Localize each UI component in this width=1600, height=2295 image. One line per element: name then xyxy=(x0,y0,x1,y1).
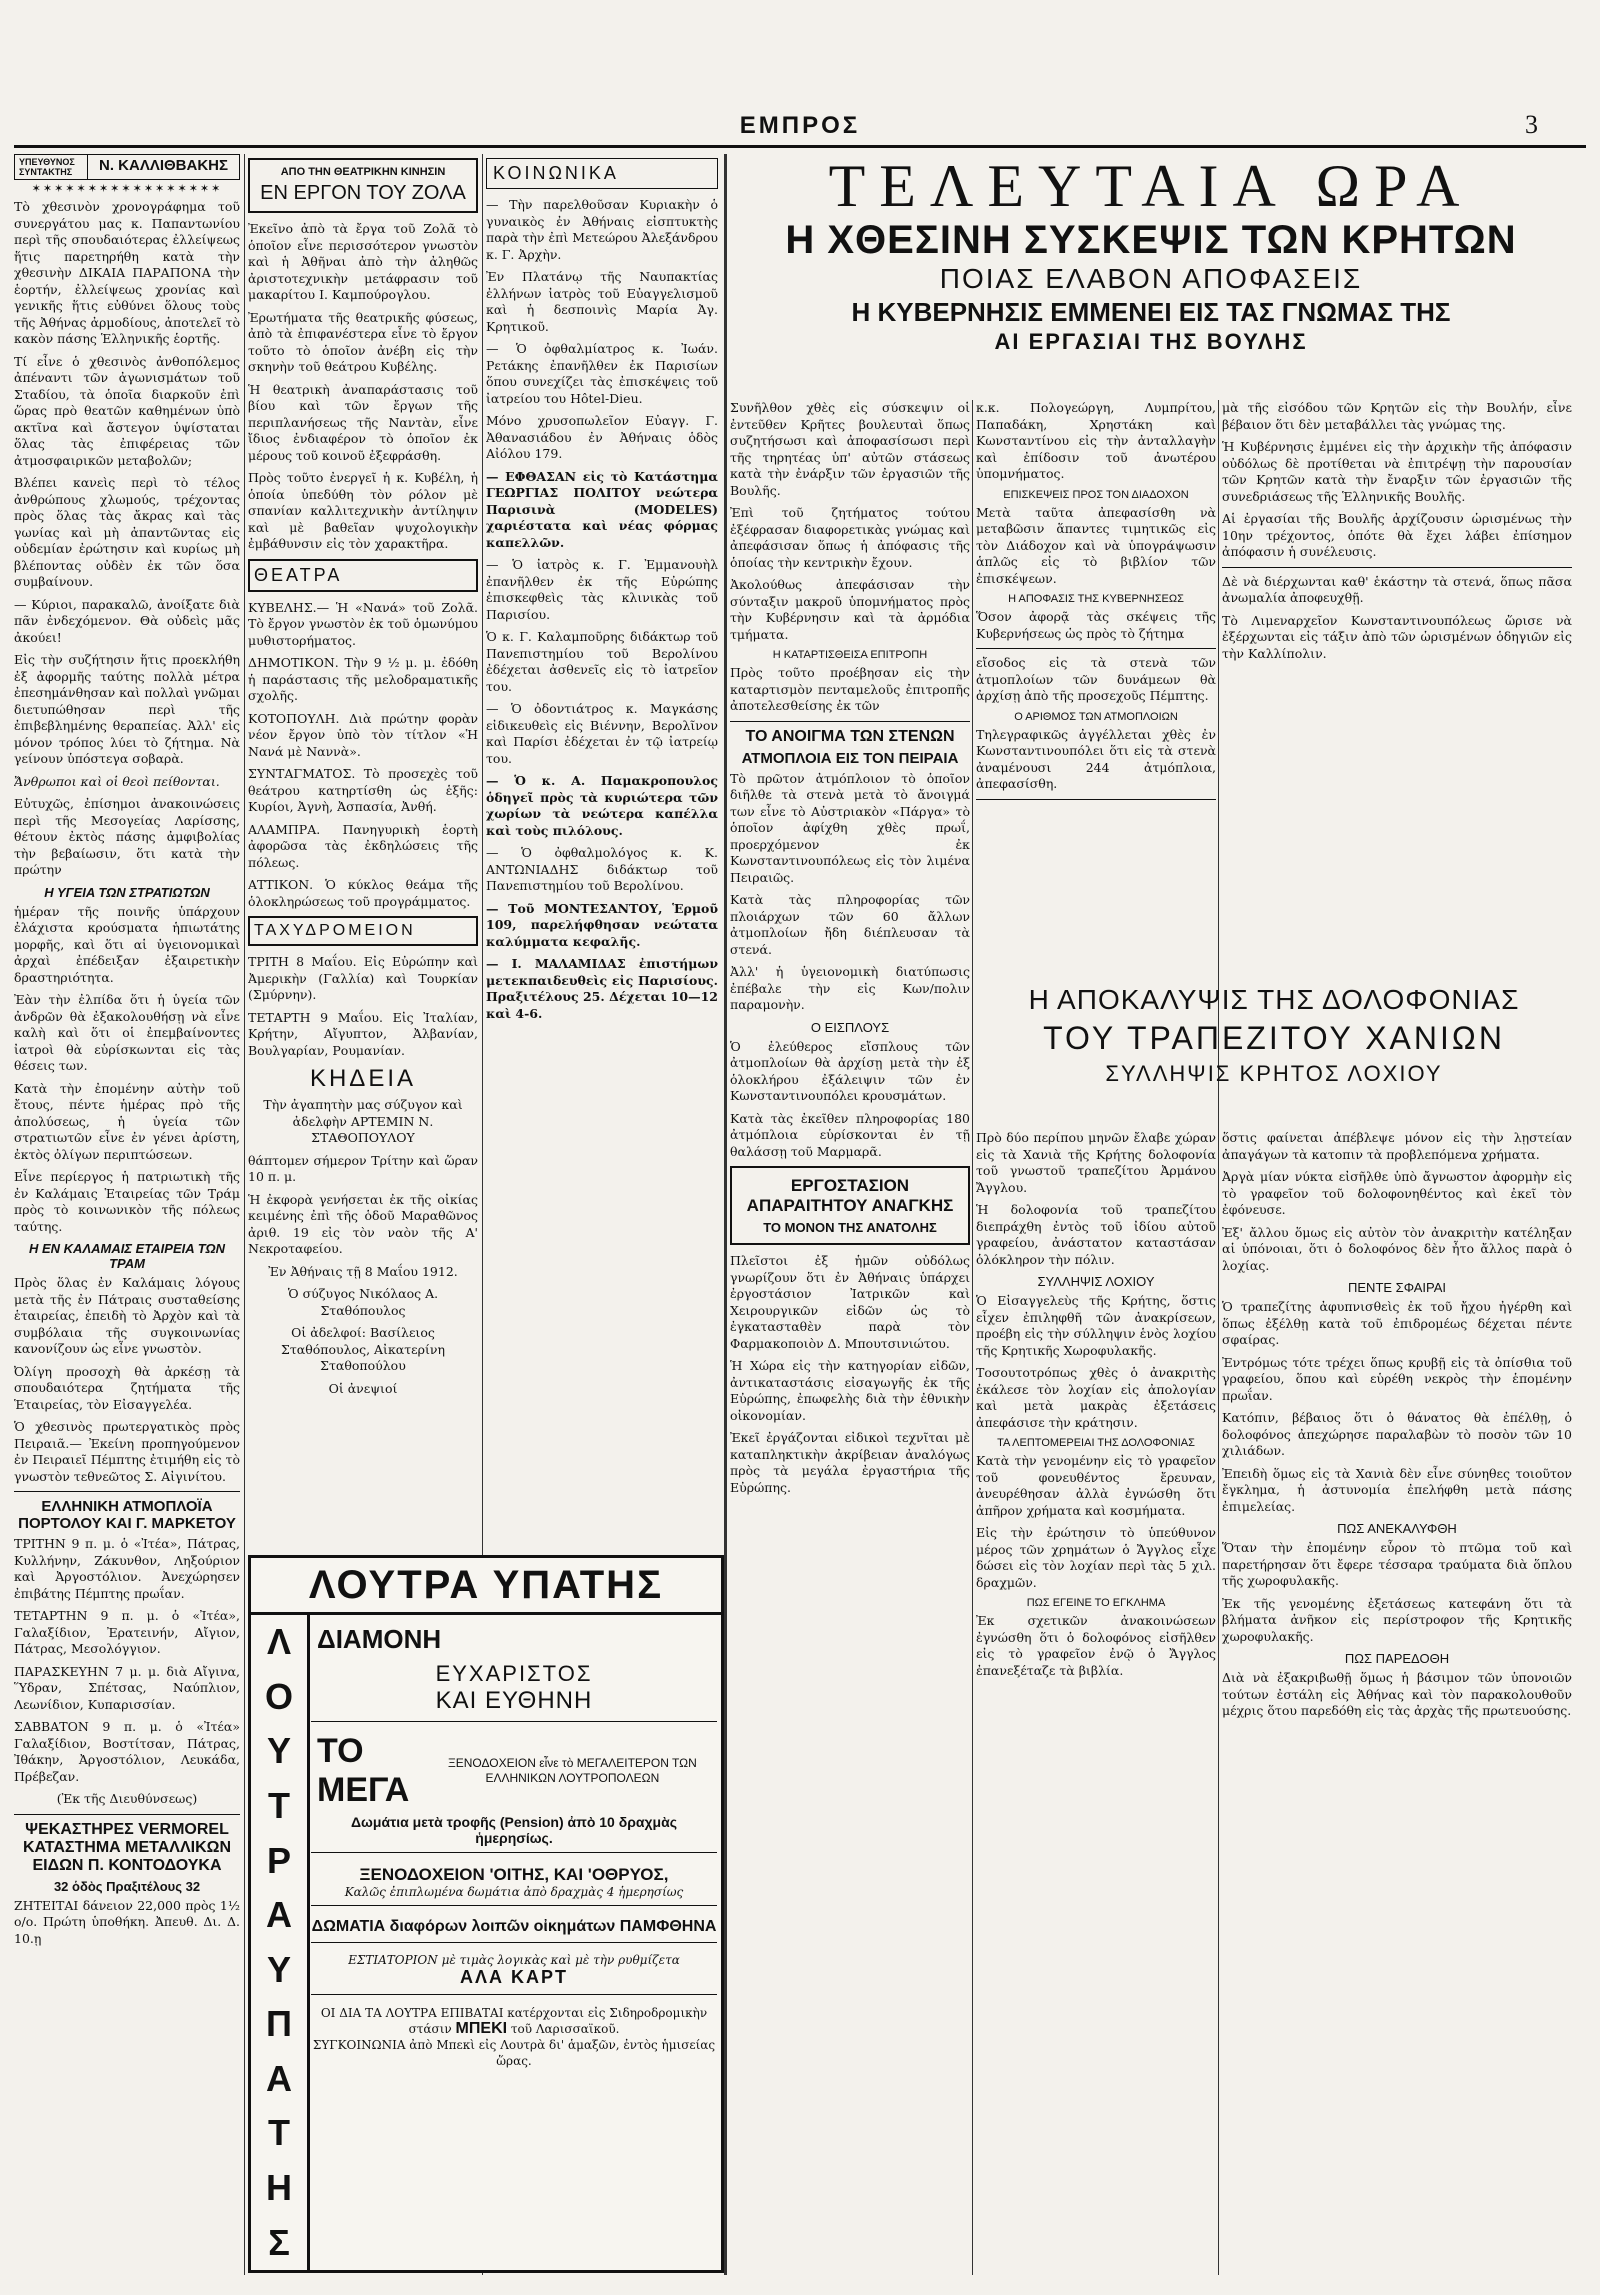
article-paragraph: Ἡ Χώρα εἰς τὴν κατηγορίαν εἰδῶν, ἀντικαταστάσις εἰσαγωγῆς ἐκ τῆς Εὐρώπης, ἐπωφελὴς διὰ τὴν ἐθνικὴν οἰκονομίαν. xyxy=(730,1358,970,1423)
column-2 xyxy=(248,154,478,1549)
ad-vertical-letter: Ρ xyxy=(266,1839,291,1881)
article-paragraph: Ἐπειδὴ ὅμως εἰς τὰ Χανιὰ δὲν εἶνε σύνηθες τοιοῦτον ἔγκλημα, ἡ ἀστυνομία ἐπελήφθη μετὰ πάσης ἐπιμελείας. xyxy=(1222,1465,1572,1514)
ad-line: ΑΛΑ ΚΑΡΤ xyxy=(459,1967,568,1987)
section-heading: ΤΑΧΥΔΡΟΜΕΙΟΝ xyxy=(254,922,416,939)
shipping-head: ΕΛΛΗΝΙΚΗ ΑΤΜΟΠΛΟΪΑ ΠΟΡΤΟΛΟΥ ΚΑΙ Γ. ΜΑΡΚΕΤΟΥ xyxy=(18,1498,236,1532)
article-paragraph: Κατὰ τὰς ἐκεῖθεν πληροφορίας 180 ἀτμόπλοια εὑρίσκονται ἐν τῇ θαλάσσῃ τοῦ Μαρμαρᾶ. xyxy=(730,1110,970,1159)
ad-mega-desc: ΞΕΝΟΔΟΧΕΙΟΝ εἶνε τὸ ΜΕΓΑΛΕΙΤΕΡΟΝ ΤΩΝ ΕΛΛΗΝΙΚΩΝ ΛΟΥΤΡΟΠΟΛΕΩΝ xyxy=(447,1756,697,1785)
article-paragraph: Ἐὰν τὴν ἐλπίδα ὅτι ἡ ὑγεία τῶν ἀνδρῶν θὰ ἐξακολουθήσῃ νὰ εἶνε καλὴ καὶ ὅτι οἱ ἐπεμβαίνοντες ἰατροὶ θὰ εὑρίσκωνται εἰς τὰς θέσεις των. xyxy=(14,992,240,1073)
shipping-item: ΤΕΤΑΡΤΗΝ 9 π. μ. ὁ «Ἰτέα», Γαλαξίδιον, Ἐρατεινήν, Αἴγιον, Πάτρας, Μεσολόγγιον. xyxy=(14,1608,240,1656)
article-paragraph: Τηλεγραφικῶς ἀγγέλλεται χθὲς ἐν Κωνσταντινουπόλει ὅτι εἰς τὰ στενὰ ἀναμένουσι 244 ἀτμόπλοια, ἀπεφασίσθη. xyxy=(976,726,1216,791)
ad-mega-title: ΤΟ ΜΕΓΑ xyxy=(317,1732,410,1809)
editor-byline xyxy=(14,154,240,180)
ad-vertical-letter: Τ xyxy=(268,1785,290,1827)
divider xyxy=(976,648,1216,649)
section-subhead: Η ΚΑΤΑΡΤΙΣΘΕΙΣΑ ΕΠΙΤΡΟΠΗ xyxy=(772,649,928,661)
divider xyxy=(730,721,970,722)
article-paragraph: — Κύριοι, παρακαλῶ, ἀνοίξατε διὰ πᾶν ἐνδεχόμενον. Θὰ οὐδεὶς μᾶς ἀκούει! xyxy=(14,596,240,645)
social-item: Μόνο χρυσοπωλεῖον Εὐαγγ. Γ. Ἀθανασιάδου ἐν Ἀθήναις ὁδὸς Αἰόλου 179. xyxy=(486,413,718,461)
article-paragraph: Ἐκεῖνο ἀπὸ τὰ ἔργα τοῦ Ζολᾶ τὸ ὁποῖον εἶνε περισσότερον γνωστὸν καὶ ἡ Ἀθῆναι ἀπὸ τὴν ἀληθῶς ἀριστοτεχνικὴν μετάφρασιν τοῦ μακαρίτου Ι. Καμπούρογλου. xyxy=(248,221,478,302)
article-paragraph: Ἐπὶ τοῦ ζητήματος τούτου ἐξέφρασαν διαφορετικὰς γνώμας καὶ ἀπεφάσισαν ὅπως ἡ ἀπόφασις τῆς ὁποίας τὴν κεντρικὴν ἔχουν. xyxy=(730,505,970,570)
article-paragraph: Ὁ χθεσινὸς πρωτεργατικὸς πρὸς Πειραιᾶ.— Ἐκείνη προπηγούμενον ἐν Πειραιεῖ Πέμπτης ἐτιμήθη εἰς τὸ γνωστὸν τεθνεῶτος Σ. Αἰγινίτου. xyxy=(14,1419,240,1484)
theatre-listing: ΑΛΑΜΠΡΑ. Πανηγυρικὴ ἑορτὴ ἀφορῶσα τὰς ἐκδηλώσεις τῆς πόλεως. xyxy=(248,821,478,870)
section-subhead: Ο ΑΡΙΘΜΟΣ ΤΩΝ ΑΤΜΟΠΛΟΙΩΝ xyxy=(1014,710,1178,723)
ad-title: ΛΟΥΤΡΑ ΥΠΑΤΗΣ xyxy=(251,1558,721,1615)
article-paragraph: Πρὸς τοῦτο προέβησαν εἰς τὴν καταρτισμὸν πενταμελοῦς ἐπιτροπῆς ἀποτελεσθείσης ἐκ τῶν xyxy=(730,665,970,713)
murder-head-3: ΣΥΛΛΗΨΙΣ ΚΡΗΤΟΣ ΛΟΧΙΟΥ xyxy=(1105,1061,1443,1086)
newspaper-title: ΕΜΠΡΟΣ xyxy=(739,112,861,139)
article-kicker: ΤΟ ΑΝΟΙΓΜΑ ΤΩΝ ΣΤΕΝΩΝ xyxy=(745,727,955,745)
divider xyxy=(14,1814,240,1815)
article-paragraph: Ἄνθρωποι καὶ οἱ θεοὶ πείθονται. xyxy=(14,773,220,789)
article-paragraph: Μετὰ ταῦτα ἀπεφασίσθη νὰ μεταβῶσιν ἅπαντες τιμητικῶς εἰς τὸν Διάδοχον καὶ νὰ ὑπογράψωσιν ἁπλῶς εἰς τὸ βιβλίον τῶν ἐπισκέψεων. xyxy=(976,504,1216,586)
article-paragraph: Πρὸ δύο περίπου μηνῶν ἔλαβε χώραν εἰς τὰ Χανιὰ τῆς Κρήτης δολοφονία τοῦ γνωστοῦ τραπεζίτου Ἀρμάνου Ἄγγλου. xyxy=(976,1130,1216,1195)
byline-label: ΥΠΕΥΘΥΝΟΣ ΣΥΝΤΑΚΤΗΣ xyxy=(19,157,75,177)
divider xyxy=(311,1905,717,1906)
article-paragraph: Ἐξ' ἄλλου ὅμως εἰς αὐτὸν τὸν ἀνακριτὴν κατέληξαν αἱ ὑπόνοιαι, ὅτι ὁ δολοφόνος δὲν ἦτο ἄλλος παρὰ ὁ λοχίας. xyxy=(1222,1224,1572,1273)
banner-line-1: ΤΕΛΕΥΤΑΙΑ ΩΡΑ xyxy=(828,153,1474,219)
article-paragraph: Τὸ χθεσινὸν χρονογράφημα τοῦ συνεργάτου μας κ. Παπαντωνίου περὶ τῆς σπουδαιότερας ἐλλείψεως ἥτις παρετηρήθη κατὰ τὴν χθεσινὴν ΔΙΚΑΙΑ ΠΑΡΑΠΟΝΑ τὴν ἑορτήν, ἐλλείψεως χρονίας καὶ γενικῆς ἥτις εὐθύνει ὅλους τοὺς τῆς Ἀθήνας ἀρμοδίους, ἀποτελεῖ τὸ κακὸν πάσης Ἑλληνικῆς ἑορτῆς. xyxy=(14,199,240,346)
section-subhead: Ο ΕΙΣΠΛΟΥΣ xyxy=(810,1019,890,1035)
ad-vertical-letter: Α xyxy=(266,2057,292,2099)
ad-line: ΕΥΧΑΡΙΣΤΟΣ xyxy=(435,1661,593,1686)
banner-line-2: Η ΧΘΕΣΙΝΗ ΣΥΣΚΕΨΙΣ ΤΩΝ ΚΡΗΤΩΝ xyxy=(785,218,1517,262)
ad-body xyxy=(311,1618,717,2266)
section-heading: ΚΟΙΝΩΝΙΚΑ xyxy=(493,163,619,183)
masthead xyxy=(0,0,1600,140)
shipping-item: ΠΑΡΑΣΚΕΥΗΝ 7 μ. μ. διὰ Αἴγινα, Ὕδραν, Σπέτσας, Ναύπλιον, Λεωνίδιον, Κυπαρισσίαν. xyxy=(14,1663,240,1712)
divider xyxy=(976,799,1216,800)
article-paragraph: Τὸ πρῶτον ἀτμόπλοιον τὸ ὁποῖον διῆλθε τὰ στενὰ μετὰ τὸ ἄνοιγμά των εἶνε τὸ Αὐστριακὸν «Πάργα» τὸ ὁποῖον ἀφίχθη χθὲς πρωΐ, προερχόμενον ἐκ Κωνσταντινουπόλεως εἰς τὸν λιμένα Πειραιῶς. xyxy=(730,770,970,885)
article-paragraph: Ἡ Κυβέρνησις ἐμμένει εἰς τὴν ἀρχικὴν τῆς ἀπόφασιν οὐδόλως δὲ προτίθεται νὰ ἐπιτρέψῃ τὴν παρουσίαν τῶν Κρητῶν κατὰ τὴν ἔναρξιν τῶν ἐργασιῶν τῆς συνεδριάσεως τῆς Ἑλληνικῆς Βουλῆς. xyxy=(1222,439,1572,504)
ad-vertical-title xyxy=(251,1615,310,2270)
ad-vertical-letter: Π xyxy=(266,2003,292,2045)
theatre-article-box xyxy=(248,158,478,213)
ad-footer-text: ΣΥΓΚΟΙΝΩΝΙΑ ἀπὸ Μπεκὶ εἰς Λουτρὰ δι' ἁμαξῶν, ἐντὸς ἡμισείας ὥρας. xyxy=(312,2038,716,2068)
article-paragraph: Τὸ Λιμεναρχεῖον Κωνσταντινουπόλεως ὥρισε νὰ ἐξέρχωνται εἰς τάξιν ἀπὸ τῶν ὡρισμένων ὁδηγιῶν εἰς τὴν Καλλίπολιν. xyxy=(1222,612,1572,661)
theatre-listing: ΚΥΒΕΛΗΣ.— Ἡ «Νανά» τοῦ Ζολᾶ. Τὸ ἔργον γνωστὸν ἐκ τοῦ ὁμωνύμου μυθιστορήματος. xyxy=(248,599,478,648)
section-subhead: ΣΥΛΛΗΨΙΣ ΛΟΧΙΟΥ xyxy=(1037,1274,1155,1289)
funeral-text: Οἱ ἀδελφοί: Βασίλειος Σταθόπουλος, Αἰκατερίνη Σταθοπούλου xyxy=(281,1325,445,1373)
article-paragraph: Ἀκολούθως ἀπεφάσισαν τὴν σύνταξιν μακροῦ ὑπομνήματος πρὸς τὴν Κυβέρνησιν καὶ τὰ ἀρμόδια τμήματα. xyxy=(730,577,970,642)
murder-story-headline xyxy=(976,980,1572,1091)
article-paragraph: Ἐντρόμως τότε τρέχει ὅπως κρυβῇ εἰς τὰ ὀπίσθια τοῦ γραφείου, ὅπου καὶ εὑρέθη νεκρὸς τὴν ἑπομένην πρωΐαν. xyxy=(1222,1354,1572,1403)
article-headline: ΕΝ ΕΡΓΟΝ ΤΟΥ ΖΟΛΑ xyxy=(260,182,466,204)
article-paragraph: Εἶνε περίεργος ἡ πατριωτικὴ τῆς ἐν Καλάμαις Ἑταιρείας τῶν Τράμ πρὸς τὸ κοινωνικὸν τῆς πόλεως ταύτης. xyxy=(14,1169,240,1234)
article-paragraph: Πλεῖστοι ἐξ ἡμῶν οὐδόλως γνωρίζουν ὅτι ἐν Ἀθήναις ὑπάρχει ἐργοστάσιον Ἰατρικῶν καὶ Χειρουργικῶν εἰδῶν ὡς τὸ ἐγκατασταθὲν παρὰ τὸν Φαρμακοποιὸν Δ. Μπουτσινιώτου. xyxy=(730,1253,970,1351)
column-5-lower xyxy=(976,1130,1216,2275)
shipping-item: ΤΡΙΤΗΝ 9 π. μ. ὁ «Ἰτέα», Πάτρας, Κυλλήνην, Ζάκυνθον, Ληξούριον καὶ Ἀργοστόλιον. Ἀνεχώρησεν ἐπιβάτης Πέμπτης πρωΐαν. xyxy=(14,1536,240,1601)
social-item: — Ι. ΜΑΛΑΜΙΔΑΣ ἐπιστήμων μετεκπαιδευθεὶς εἰς Παρισίους. Πραξιτέλους 25. Δέχεται 10—12 καὶ 4-6. xyxy=(486,956,718,1021)
article-paragraph: Ὁ ἐλεύθερος εἴσπλους τῶν ἀτμοπλοίων θὰ ἀρχίσῃ μετὰ τὴν ἐξ ὁλοκλήρου ἐξάλειψιν τῶν ἐν Κωνσταντινουπόλει κρουσμάτων. xyxy=(730,1038,970,1103)
article-paragraph: Εἰς τὴν συζήτησιν ἥτις προεκλήθη ἐξ ἀφορμῆς ταύτης πολλὰ μέτρα ἐπεσημάνθησαν καὶ πολλαὶ γνῶμαι διετυπώθησαν περὶ τῆς ἐπιβεβλημένης θεραπείας. Ἀλλ' εἰς μόνον τρόπος λύει τὸ ζήτημα. Νὰ γείνουν ὑπόστεγα σοβαρὰ. xyxy=(14,652,240,766)
article-paragraph: Ὅσον ἀφορᾷ τὰς σκέψεις τῆς Κυβερνήσεως ὡς πρὸς τὸ ζήτημα xyxy=(976,609,1216,641)
social-section-box xyxy=(486,158,718,189)
article-paragraph: Ἡ δολοφονία τοῦ τραπεζίτου διεπράχθη ἐντὸς τοῦ ἰδίου αὐτοῦ γραφείου, ἀνάστατον καταστάσαν ὁλόκληρον τὴν πόλιν. xyxy=(976,1202,1216,1267)
column-3 xyxy=(486,154,718,1549)
divider xyxy=(14,1491,240,1492)
social-item: — Ὁ ὀφθαλμίατρος κ. Ἰωάν. Ρετάκης ἐπανῆλθεν ἐκ Παρισίων ὅπου συνεχίζει τὰς ἐπισκέψεις τοῦ ἰατρείου του Hôtel-Dieu. xyxy=(486,341,718,406)
column-divider xyxy=(724,154,727,2275)
article-paragraph: Ὀλίγη προσοχὴ θὰ ἀρκέσῃ τὰ σπουδαιότερα ζητήματα τῆς Ἑταιρείας, τὸν Εἰσαγγελέα. xyxy=(14,1363,240,1412)
factory-ad-box xyxy=(730,1166,970,1245)
social-item: Ἐν Πλατάνῳ τῆς Ναυπακτίας ἐλλήνων ἰατρὸς τοῦ Εὐαγγελισμοῦ καὶ ἡ δεσποινὶς Μαρία Ἀγ. Κρητικοῦ. xyxy=(486,269,718,334)
ad-vertical-letter: Υ xyxy=(266,1948,291,1990)
ad-vertical-letter: Η xyxy=(266,2167,292,2209)
article-paragraph: ἡμέραν τῆς ποινῆς ὑπάρχουν ἐλάχιστα κρούσματα ἡπιωτάτης μορφῆς, καὶ ὅτι αἱ ὑγειονομικαὶ ἀρχαὶ ἐπέδειξαν ἐξαιρετικὴν δραστηριότητα. xyxy=(14,903,240,985)
post-section-box xyxy=(248,916,478,946)
funeral-text: Τὴν ἀγαπητὴν μας σύζυγον καὶ ἀδελφὴν ΑΡΤΕΜΙΝ Ν. ΣΤΑΘΟΠΟΥΛΟΥ xyxy=(263,1097,463,1145)
article-paragraph: Κατὰ τὴν γενομένην εἰς τὸ γραφεῖον τοῦ φονευθέντος ἔρευναν, ἀνευρέθησαν ἀλλὰ ἐγνώσθη ὅτι ἀπῆρον χρήματα καὶ κοσμήματα. xyxy=(976,1453,1216,1518)
section-subhead: ΠΩΣ ΠΑΡΕΔΟΘΗ xyxy=(1344,1651,1450,1666)
article-paragraph: Βλέπει κανεὶς περὶ τὸ τέλος ἀνθρώπους χλωμούς, τρέχοντας πρὸς ὅλας τὰς ἄκρας καὶ τὰς γωνίας καὶ μὴ ἀπαντῶντας εἰς οὐδεμίαν ἐρώτησιν καὶ κυρίως μὴ βλέποντας οὐδὲν ἐκ τῶν ὅσα συμβαίνουν. xyxy=(14,475,240,589)
article-paragraph: μὰ τῆς εἰσόδου τῶν Κρητῶν εἰς τὴν Βουλήν, εἶνε βέβαιον ὅτι δὲν μεταβάλλει τὰς γνώμας της. xyxy=(1222,400,1572,432)
ad-rooms: ΔΩΜΑΤΙΑ διαφόρων λοιπῶν οἰκημάτων ΠΑΜΦΘΗΝΑ xyxy=(311,1918,717,1935)
article-paragraph: Ἐκεῖ ἐργάζονται εἰδικοὶ τεχνῖται μὲ καταπληκτικὴν ἀκρίβειαν ἀναλόγως πρὸς τὰ μεγάλα ἐργαστήρια τῆς Εὐρώπης. xyxy=(730,1430,970,1495)
divider xyxy=(311,1721,717,1722)
factory-ad-sub: ΤΟ ΜΟΝΟΝ ΤΗΣ ΑΝΑΤΟΛΗΣ xyxy=(763,1220,937,1235)
ad-line: ΔΙΑΜΟΝΗ xyxy=(317,1624,442,1654)
ad-line: ΚΑΙ ΕΥΘΗΝΗ xyxy=(435,1687,593,1714)
theatres-section-box xyxy=(248,559,478,592)
ad-footer-text: ΟΙ ΔΙΑ ΤΑ ΛΟΥΤΡΑ ΕΠΙΒΑΤΑΙ κατέρχονται εἰς Σιδηροδρομικὴν στάσιν xyxy=(320,2006,708,2036)
article-paragraph: Ἐκ τῆς γενομένης ἐξετάσεως κατεφάνη ὅτι τὰ βλήματα ἀνῆκον εἰς περίστροφον τῆς Κρητικῆς χωροφυλακῆς. xyxy=(1222,1595,1572,1644)
vermorel-address: 32 ὁδὸς Πραξιτέλους 32 xyxy=(53,1878,201,1894)
funeral-text: Οἱ ἀνεψιοί xyxy=(328,1380,398,1396)
section-subhead: ΤΑ ΛΕΠΤΟΜΕΡΕΙΑΙ ΤΗΣ ΔΟΛΟΦΟΝΙΑΣ xyxy=(997,1437,1195,1449)
ad-footer-text: τοῦ Λαρισσαϊκοῦ. xyxy=(510,2022,620,2036)
article-paragraph: Δὲ νὰ διέρχωνται καθ' ἑκάστην τὰ στενά, ὅπως πᾶσα ἀνωμαλία ἀποφευχθῇ. xyxy=(1222,573,1572,605)
ad-vertical-letter: Α xyxy=(266,1894,292,1936)
social-item: — Ὁ ὀδοντιάτρος κ. Μαγκάσης εἰδικευθεὶς εἰς Βιέννην, Βερολῖνον καὶ Παρίσι ἐδέχεται ἐν τῷ ἰατρείῳ του. xyxy=(486,701,718,766)
section-heading: ΘΕΑΤΡΑ xyxy=(254,564,343,585)
loutra-ypatis-ad xyxy=(248,1555,724,2273)
article-paragraph: Ἀργὰ μίαν νύκτα εἰσῆλθε ὑπὸ ἄγνωστον ἀφορμὴν εἰς τὸ γραφεῖον τοῦ δολοφονηθέντος καὶ ἐκεῖ τὸν ἐφόνευσε. xyxy=(1222,1169,1572,1217)
article-paragraph: Τοσουτοτρόπως χθὲς ὁ ἀνακριτὴς ἐκάλεσε τὸν λοχίαν εἰς ἀπολογίαν καὶ μετὰ μακρὰς ἐξετάσεις ἀπεφάσισε τὴν κράτησιν. xyxy=(976,1365,1216,1430)
social-item: — Ὁ κ. Α. Παμακροπουλος ὁδηγεῖ πρὸς τὰ κυριώτερα τῶν χωρίων τὰ νεώτερα καπέλλα καὶ τοὺς πιλόλους. xyxy=(486,773,718,838)
theatre-listing: ΣΥΝΤΑΓΜΑΤΟΣ. Τὸ προσεχὲς τοῦ θεάτρου κατηρτίσθη ὡς ἑξῆς: Κυρίοι, Ἀγνὴ, Ἀσπασία, Ἀνθή. xyxy=(248,766,478,814)
article-paragraph: Πρὸς τοῦτο ἐνεργεῖ ἡ κ. Κυβέλη, ἡ ὁποία ὑπεδύθη τὸν ρόλον μὲ σπανίαν καλλιτεχνικὴν ἀντίληψιν καὶ μὲ βαθεῖαν ψυχολογικὴν ἐμβάθυνσιν εἰς τὸν χαρακτῆρα. xyxy=(248,470,478,551)
vermorel-ad-head: ΨΕΚΑΣΤΗΡΕΣ VERMOREL ΚΑΤΑΣΤΗΜΑ ΜΕΤΑΛΛΙΚΩΝ ΕΙΔΩΝ Π. ΚΟΝΤΟΔΟΥΚΑ xyxy=(22,1820,232,1874)
ad-vertical-letter: Λ xyxy=(266,1621,291,1663)
ad-vertical-letter: Ο xyxy=(264,1675,293,1717)
column-4 xyxy=(730,400,970,2275)
column-divider xyxy=(1218,400,1219,2275)
masthead-rule xyxy=(14,145,1586,148)
column-6-lower xyxy=(1222,1130,1572,2275)
ad-line: Δωμάτια μετὰ τροφῆς (Pension) ἀπὸ 10 δραχμὰς ἡμερησίως. xyxy=(350,1814,677,1846)
funeral-text: θάπτομεν σήμερον Τρίτην καὶ ὥραν 10 π. μ. xyxy=(248,1152,478,1184)
murder-head-2: ΤΟΥ ΤΡΑΠΕΖΙΤΟΥ ΧΑΝΙΩΝ xyxy=(1043,1020,1505,1056)
page-number: 3 xyxy=(1525,110,1538,139)
funeral-text: Ἡ ἐκφορὰ γενήσεται ἐκ τῆς οἰκίας κειμένης ἐπὶ τῆς ὁδοῦ Μαραθῶνος ἀριθ. 19 εἰς τὸν ναὸν τῆς Α' Νεκροταφείου. xyxy=(248,1191,478,1256)
article-paragraph: Ἐρωτήματα τῆς θεατρικῆς φύσεως, ἀπὸ τὰ ἐπιφανέστερα εἶνε τὸ ἔργον τοῦτο τὸ ὁποῖον ἀνέβη εἰς τὴν σκηνὴν τοῦ θεάτρου Κυβέλης. xyxy=(248,309,478,374)
article-paragraph: Τί εἶνε ὁ χθεσινὸς ἀνθοπόλεμος ἀπέναντι τῶν ἀγωνισμάτων τοῦ Σταδίου, τὰ ὁποῖα διαρκοῦν ἐπὶ ὥρας πρὸ θεατῶν καθημένων ὑπὸ ακτῖνα καὶ ἄστεγον ὑψίσταται ὅλας τὰς ἐπιφέρειας τῶν ἀτμοσφαιρικῶν μεταβολῶν; xyxy=(14,353,240,468)
article-paragraph: Ὁ τραπεζίτης ἀφυπνισθεὶς ἐκ τοῦ ἤχου ἠγέρθη καὶ ὅπως ἐξέλθῃ κατὰ τοῦ ἐπιδρομέως δέχεται πέντε σφαίρας. xyxy=(1222,1299,1572,1347)
banner-line-3: ΠΟΙΑΣ ΕΛΑΒΟΝ ΑΠΟΦΑΣΕΙΣ xyxy=(939,263,1363,294)
shipping-signoff: (Ἐκ τῆς Διευθύνσεως) xyxy=(56,1791,198,1806)
divider xyxy=(311,1942,717,1943)
article-paragraph: Κατόπιν, βέβαιος ὅτι ὁ θάνατος θὰ ἐπέλθῃ, ὁ δολοφόνος ἀπεχώρησε παραλαβὼν τὸ ποσὸν τῶν 10 χιλιάδων. xyxy=(1222,1410,1572,1458)
section-subhead: ΠΕΝΤΕ ΣΦΑΙΡΑΙ xyxy=(1348,1280,1446,1295)
banner-line-4: Η ΚΥΒΕΡΝΗΣΙΣ ΕΜΜΕΝΕΙ ΕΙΣ ΤΑΣ ΓΝΩΜΑΣ ΤΗΣ xyxy=(851,297,1451,327)
post-listing: ΤΕΤΑΡΤΗ 9 Μαΐου. Εἰς Ἰταλίαν, Κρήτην, Αἴγυπτον, Ἀλβανίαν, Βουλγαρίαν, Ρουμανίαν. xyxy=(248,1009,478,1058)
article-paragraph: Συνῆλθον χθὲς εἰς σύσκεψιν οἱ ἐντεῦθεν Κρῆτες βουλευταὶ ὅπως συζητήσωσι καὶ ἀποφασίσωσι περὶ τῆς τηρητέας ὑπ' αὐτῶν στάσεως κατὰ τὴν ἐνάρξιν τῶν ἐργασιῶν τῆς Βουλῆς. xyxy=(730,400,970,498)
theatre-listing: ΚΟΤΟΠΟΥΛΗ. Διὰ πρώτην φορὰν νέον ἔργον ὑπὸ τὸν τίτλον «Ἡ Νανά μὲ Ναννὰ». xyxy=(248,710,478,759)
classified-notice: ΖΗΤΕΙΤΑΙ δάνειον 22,000 πρὸς 1½ ο/ο. Πρώτη ὑποθήκη. Ἀπευθ. Δι. Δ. 10.ῃ xyxy=(14,1897,240,1946)
article-paragraph: Διὰ νὰ ἐξακριβωθῇ ὅμως ἡ βάσιμον τῶν ὑπονοιῶν τούτων ἐστάλη εἰς Ἀθήνας καὶ τὸν παρακολουθοῦν μέχρις ὅτου παρεδόθη εἰς τὰς ἀρχὰς τῆς πρωτευούσης. xyxy=(1222,1670,1572,1718)
section-subhead: ΠΩΣ ΕΓΕΙΝΕ ΤΟ ΕΓΚΛΗΜΑ xyxy=(1026,1597,1166,1609)
section-subhead: Η ΕΝ ΚΑΛΑΜΑΙΣ ΕΤΑΙΡΕΙΑ ΤΩΝ ΤΡΑΜ xyxy=(29,1241,225,1271)
column-divider xyxy=(244,154,245,2275)
social-item: — ΕΦΘΑΣΑΝ εἰς τὸ Κατάστημα ΓΕΩΡΓΙΑΣ ΠΟΛΙΤΟΥ νεώτερα Παρισινὰ (MODELES) χαριέστατα καὶ νέας φόρμας καπελλῶν. xyxy=(486,468,718,550)
article-paragraph: Εὐτυχῶς, ἐπίσημοι ἀνακοινώσεις περὶ τῆς Μεσογείας Λαρίσσης, θέτουν ἐκτὸς πάσης ἀμφιβολίας τὴν βεβαίωσιν, ὅτι κατὰ τὴν πρώτην xyxy=(14,796,240,877)
social-item: — Τὴν παρελθοῦσαν Κυριακὴν ὁ γυναικὸς ἐν Ἀθήναις εἰσπτυκτὴς παρὰ τὴν ἐπὶ Μετεώρου Ἀλεξάνδρου κ. Γ. Ἀρχὴν. xyxy=(486,197,718,262)
ad-footer xyxy=(311,2005,717,2069)
column-divider xyxy=(972,400,973,2275)
section-subhead: ΠΩΣ ΑΝΕΚΑΛΥΦΘΗ xyxy=(1337,1521,1457,1536)
ad-mega-row xyxy=(311,1732,717,1810)
article-paragraph: Ἡ θεατρικὴ ἀναπαράστασις τοῦ βίου καὶ τῶν ἔργων τῆς περιπλανήσεως τῆς Ναντὰν, εἶνε ἴδιος ἐνδιαφέρον τὸ ὁποῖον ἐκ μέρους τοῦ κοινοῦ ἐξεφράσθη. xyxy=(248,381,478,463)
ad-vertical-letter: Τ xyxy=(268,2112,290,2154)
article-paragraph: Ἐκ σχετικῶν ἀνακοινώσεων ἐγνώσθη ὅτι ὁ δολοφόνος εἰσῆλθεν εἰς τὸ γραφεῖον ἐνῷ ὁ Ἄγγλος ἐπανεξέταζε τὰ βιβλία. xyxy=(976,1613,1216,1678)
section-subhead: Η ΥΓΕΙΑ ΤΩΝ ΣΤΡΑΤΙΩΤΩΝ xyxy=(44,884,210,900)
ad-line: Καλῶς ἐπιπλωμένα δωμάτια ἀπὸ δραχμὰς 4 ἡμερησίως xyxy=(344,1885,684,1899)
social-item: — Ὁ ἰατρὸς κ. Γ. Ἐμμανουὴλ ἐπανῆλθεν ἐκ τῆς Εὐρώπης ἐπισκεφθεὶς τὰς κλινικὰς τοῦ Παρισίου. xyxy=(486,557,718,622)
lead-headline-block xyxy=(730,154,1572,354)
ornament-divider: ✶✶✶✶✶✶✶✶✶✶✶✶✶✶✶✶✶ xyxy=(31,182,223,195)
social-item: — Ὁ ὀφθαλμολόγος κ. Κ. ΑΝΤΩΝΙΑΔΗΣ διδάκτωρ τοῦ Πανεπιστημίου τοῦ Βερολίνου. xyxy=(486,845,718,893)
section-subhead: ΕΠΙΣΚΕΨΕΙΣ ΠΡΟΣ ΤΟΝ ΔΙΑΔΟΧΟΝ xyxy=(1003,488,1189,501)
article-paragraph: εἴσοδος εἰς τὰ στενὰ τῶν ἀτμοπλοίων τῶν δυνάμεων θὰ ἀρχίσῃ ἀπὸ τῆς προσεχοῦς Πέμπτης. xyxy=(976,655,1216,703)
ad-hotel-name: ΞΕΝΟΔΟΧΕΙΟΝ 'ΟΙΤΗΣ, ΚΑΙ 'ΟΘΡΥΟΣ, xyxy=(359,1865,669,1884)
article-paragraph: Ὁ Εἰσαγγελεὺς τῆς Κρήτης, ὅστις εἶχεν ἐπιληφθῆ τῶν ἀνακρίσεων, προέβη εἰς τὴν σύλληψιν ἑνὸς λοχίου τῆς Κρητικῆς Χωροφυλακῆς. xyxy=(976,1293,1216,1358)
article-paragraph: Αἱ ἐργασίαι τῆς Βουλῆς ἀρχίζουσιν ὡρισμένως τὴν 10ην τρέχοντος, ὁπότε θὰ ἔχει λάβει ἐπίσημον ἀπόφασιν ἡ συνέλευσις. xyxy=(1222,511,1572,559)
shipping-item: ΣΑΒΒΑΤΟΝ 9 π. μ. ὁ «Ἰτέα» Γαλαξίδιον, Βοστίτσαν, Πάτρας, Ἰθάκην, Ἀργοστόλιον, Λευκάδα, Πρέβεζαν. xyxy=(14,1719,240,1784)
article-paragraph: ὅστις φαίνεται ἀπέβλεψε μόνον εἰς τὴν λῃστείαν ἀπαγάγων τὰ κατοπιν τὰ προβλεπόμενα χρήματα. xyxy=(1222,1130,1572,1162)
funeral-text: Ἐν Ἀθήναις τῇ 8 Μαΐου 1912. xyxy=(268,1263,458,1279)
article-headline: ΑΤΜΟΠΛΟΙΑ ΕΙΣ ΤΟΝ ΠΕΙΡΑΙΑ xyxy=(741,749,959,767)
divider xyxy=(311,1852,717,1853)
article-paragraph: Εἰς τὴν ἐρώτησιν τὸ ὑπεύθυνον μέρος τῶν χρημάτων ὁ Ἄγγλος εἶχε δώσει εἰς τὸν λοχίαν περὶ τὰς 5 χιλ. δραχμῶν. xyxy=(976,1525,1216,1590)
article-paragraph: κ.κ. Πολογεώργη, Λυμπρίτου, Παπαδάκη, Χρηστάκη καὶ Κωνσταντίνου εἰς τὴν ἀνταλλαγὴν καὶ ἐπίδοσιν τοῦ ἀνωτέρου ὑπομνήματος. xyxy=(976,400,1216,481)
divider xyxy=(311,1994,717,1995)
social-item: — Τοῦ ΜΟΝΤΕΣΑΝΤΟΥ, Ἑρμοῦ 109, παρελήφθησαν νεώτατα καλύμματα κεφαλῆς. xyxy=(486,900,718,949)
social-item: Ὁ κ. Γ. Καλαμποῦρης διδάκτωρ τοῦ Πανεπιστημίου τοῦ Βερολίνου ἐδέχεται ἀσθενεῖς εἰς τὸ ἰατρεῖον του. xyxy=(486,629,718,694)
divider xyxy=(1222,567,1572,568)
ad-footer-station: ΜΠΕΚΙ xyxy=(455,2020,508,2037)
funeral-text: Ὁ σύζυγος Νικόλαος Α. Σταθόπουλος xyxy=(287,1286,439,1318)
article-kicker: ΑΠΟ ΤΗΝ ΘΕΑΤΡΙΚΗΝ ΚΙΝΗΣΙΝ xyxy=(280,166,446,178)
theatre-listing: ΑΤΤΙΚΟΝ. Ὁ κύκλος θεάμα τῆς ὁλοκληρώσεως τοῦ προγράμματος. xyxy=(248,877,478,909)
ad-vertical-letter: Υ xyxy=(266,1730,291,1772)
article-paragraph: Ἀλλ' ἡ ὑγειονομικὴ διατύπωσις ἐπέβαλε τὴν εἰς Κων/πολιν παραμονὴν. xyxy=(730,964,970,1012)
ad-line: ΕΣΤΙΑΤΟΡΙΟΝ μὲ τιμὰς λογικὰς καὶ μὲ τὴν ρυθμίζετα xyxy=(348,1953,680,1967)
article-paragraph: Ὅταν τὴν ἐπομένην εὗρον τὸ πτῶμα τοῦ καὶ παρετήρησαν ὅτι ἔφερε τέσσαρα τραύματα διὰ ὅπλου τῆς χωροφυλακῆς. xyxy=(1222,1540,1572,1588)
factory-ad-head: ΕΡΓΟΣΤΑΣΙΟΝ ΑΠΑΡΑΙΤΗΤΟΥ ΑΝΑΓΚΗΣ xyxy=(746,1176,954,1215)
article-paragraph: Κατὰ τὴν ἐπομένην αὐτὴν τοῦ ἔτους, πέντε ἡμέρας πρὸ τῆς ἀπολύσεως, ἡ ὑγεία τῶν στρατιωτῶν εἶνε ἐν γένει ἀρίστη, ἐκτὸς ὀλίγων περιπτώσεων. xyxy=(14,1080,240,1162)
article-paragraph: Πρὸς ὅλας ἐν Καλάμαις λόγους μετὰ τῆς ἐν Πάτραις συσταθείσης ἑταιρείας, ἐπειδὴ τὸ Ἀρχὸν καὶ τὰ συμβόλαια τῆς συγκοινωνίας κανονίζουν ὡς εἶνε γνωστὸν. xyxy=(14,1275,240,1356)
article-paragraph: Κατὰ τὰς πληροφορίας τῶν πλοιάρχων τῶν 60 ἄλλων ἀτμοπλοίων ἤδη διέπλευσαν τὰ στενά. xyxy=(730,892,970,957)
section-subhead: Η ΑΠΟΦΑΣΙΣ ΤΗΣ ΚΥΒΕΡΝΗΣΕΩΣ xyxy=(1008,593,1184,605)
byline-name: Ν. ΚΑΛΛΙΘΒΑΚΗΣ xyxy=(87,155,239,179)
post-listing: ΤΡΙΤΗ 8 Μαΐου. Εἰς Εὐρώπην καὶ Ἀμερικὴν (Γαλλία) καὶ Τουρκίαν (Σμύρνην). xyxy=(248,954,478,1002)
ad-vertical-letter: Σ xyxy=(268,2221,290,2263)
funeral-heading: ΚΗΔΕΙΑ xyxy=(309,1065,417,1092)
column-1 xyxy=(14,154,240,2275)
banner-line-5: ΑΙ ΕΡΓΑΣΙΑΙ ΤΗΣ ΒΟΥΛΗΣ xyxy=(994,329,1308,354)
theatre-listing: ΔΗΜΟΤΙΚΟΝ. Τὴν 9 ½ μ. μ. ἐδόθη ἡ παράστασις τῆς μελοδραματικῆς σχολῆς. xyxy=(248,655,478,703)
murder-head-1: Η ΑΠΟΚΑΛΥΨΙΣ ΤΗΣ ΔΟΛΟΦΟΝΙΑΣ xyxy=(1028,984,1520,1015)
